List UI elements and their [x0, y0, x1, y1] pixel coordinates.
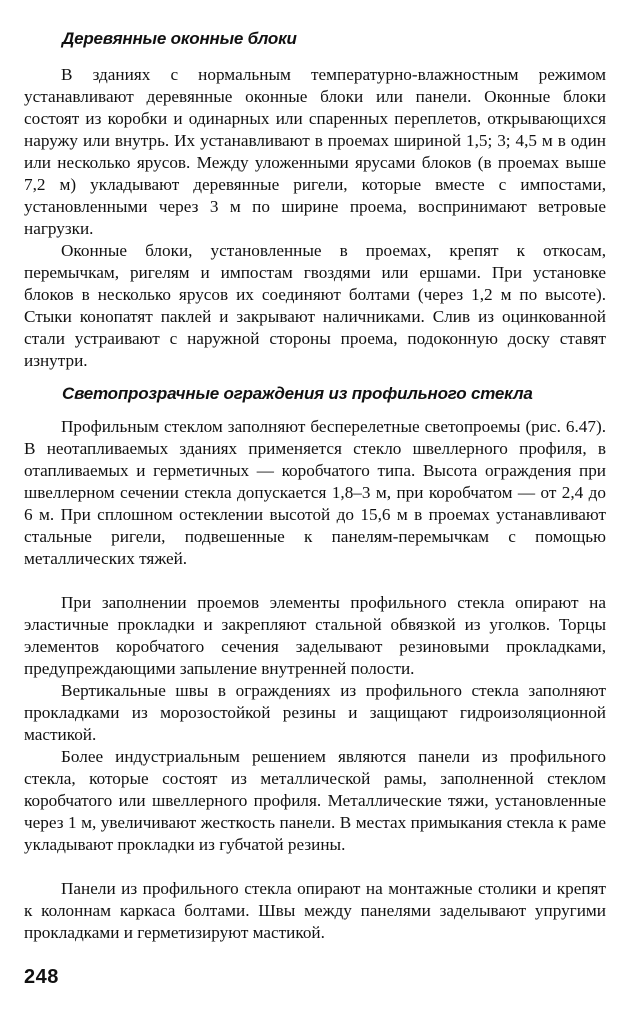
section-heading-profile-glass: Светопрозрачные ограждения из профильного стекла — [62, 384, 533, 403]
paragraph: Более индустриальным решением являются панели из профильного стекла, которые состоят из металлической рамы, заполненной стеклом коробчатого или швеллерного профиля. Металлические тяжи, установленные через 1 м, увеличивают жесткость панели. В местах примыкания стекла к раме укладывают прокладки из губчатой резины. — [24, 747, 606, 854]
paragraph: Вертикальные швы в ограждениях из профильного стекла заполняют прокладками из морозостойкой резины и защищают гидроизоляционной мастикой. — [24, 681, 606, 744]
page-number: 248 — [24, 966, 59, 988]
paragraph: Панели из профильного стекла опирают на монтажные столики и крепят к колоннам каркаса болтами. Швы между панелями заделывают упругими прокладками и герметизируют мастикой. — [24, 879, 606, 942]
section-heading-wooden-window-blocks: Деревянные оконные блоки — [62, 29, 297, 48]
paragraph: При заполнении проемов элементы профильного стекла опирают на эластичные прокладки и закрепляют стальной обвязкой из уголков. Торцы элементов коробчатого сечения заделывают резиновыми прокладками, предупреждающими запыление внутренней полости. — [24, 593, 606, 678]
paragraph: Профильным стеклом заполняют бесперелетные светопроемы (рис. 6.47). В неотапливаемых зданиях применяется стекло швеллерного профиля, в отапливаемых и герметичных — коробчатого типа. Высота ограждения при швеллерном сечении стекла допускается 1,8–3 м, при коробчатом — от 2,4 до 6 м. При сплошном остеклении высотой до 15,6 м в проемах устанавливают стальные ригели, подвешенные к панелям-перемычкам с помощью металлических тяжей. — [24, 417, 606, 568]
paragraph: Оконные блоки, установленные в проемах, крепят к откосам, перемычкам, ригелям и импостам гвоздями или ершами. При установке блоков в несколько ярусов их соединяют болтами (через 1,2 м по высоте). Стыки конопатят паклей и закрывают наличниками. Слив из оцинкованной стали устраивают с наружной стороны проема, подоконную доску ставят изнутри. — [24, 241, 606, 370]
paragraph: В зданиях с нормальным температурно-влажностным режимом устанавливают деревянные оконные блоки или панели. Оконные блоки состоят из коробки и одинарных или спаренных переплетов, открывающихся наружу или внутрь. Их устанавливают в проемах шириной 1,5; 3; 4,5 м в один или несколько ярусов. Между уложенными ярусами блоков (в проемах выше 7,2 м) укладывают деревянные ригели, которые вместе с импостами, установленными через 3 м по ширине проема, воспринимают ветровые нагрузки. — [24, 65, 606, 238]
